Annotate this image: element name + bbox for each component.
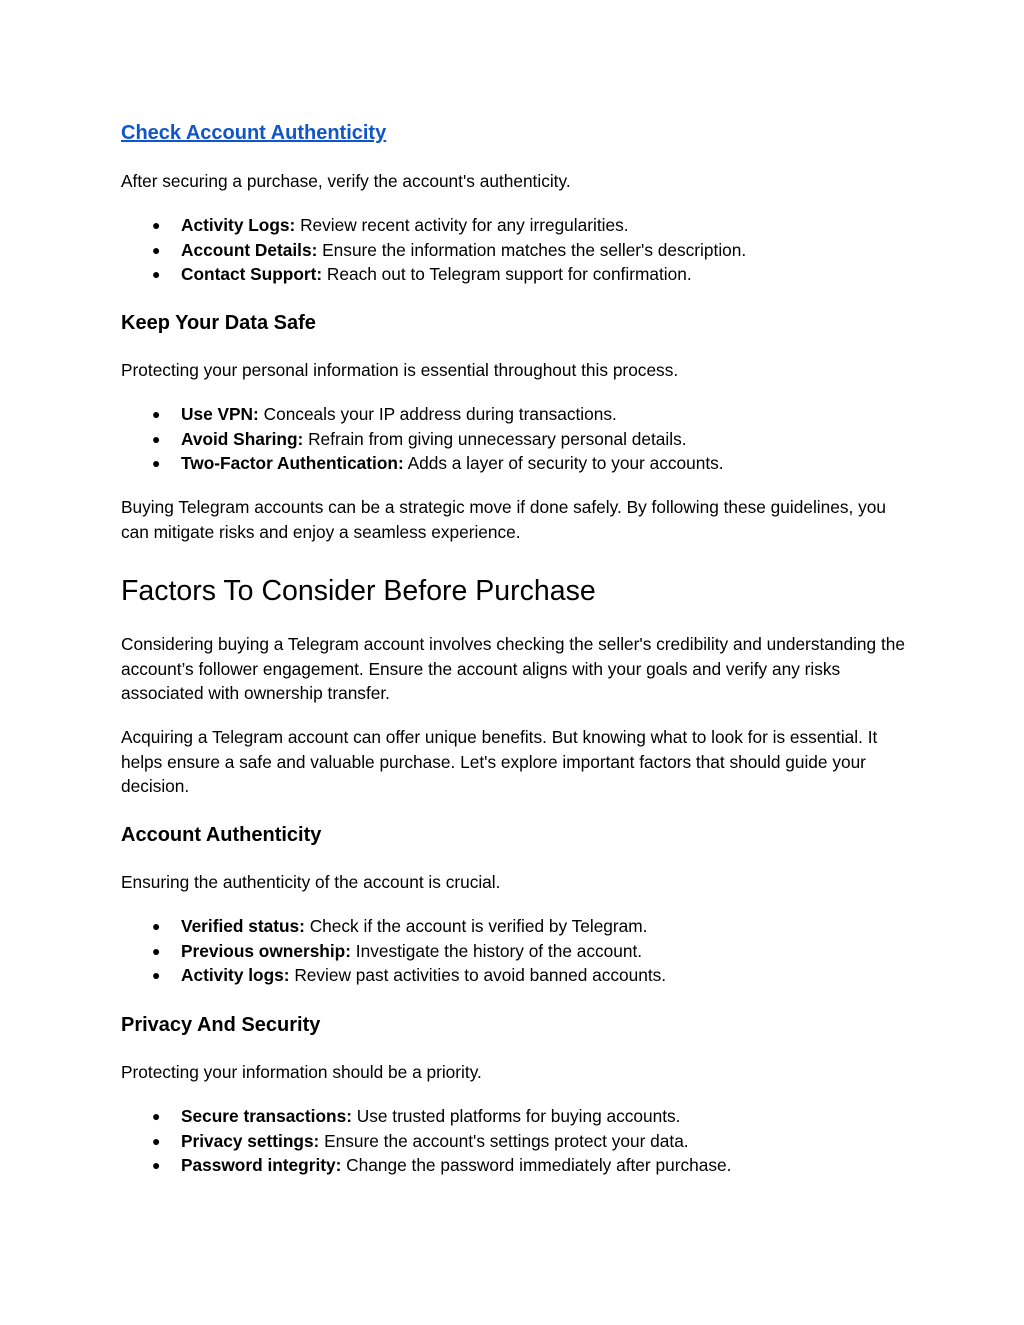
list-item xyxy=(121,1129,911,1154)
list-item-text: Review recent activity for any irregularities. xyxy=(295,215,629,235)
check-account-authenticity-link[interactable]: Check Account Authenticity xyxy=(121,122,387,144)
bullet-icon: ● xyxy=(152,942,161,959)
bullet-icon: ● xyxy=(152,1132,161,1149)
bullet-icon: ● xyxy=(152,217,161,233)
list-item xyxy=(121,402,911,427)
keep-data-safe-heading: Keep Your Data Safe xyxy=(121,312,316,334)
list-item xyxy=(121,963,911,988)
bullet-icon: ● xyxy=(152,455,161,471)
bullet-icon: ● xyxy=(152,918,161,934)
list-item-label: Avoid Sharing: xyxy=(181,428,304,449)
privacy-security-intro: Protecting your information should be a priority. xyxy=(121,1062,482,1082)
list-item xyxy=(121,939,911,964)
bullet-icon: ● xyxy=(152,1157,161,1173)
list-item-label: Two-Factor Authentication: xyxy=(181,453,404,473)
list-item xyxy=(121,213,911,238)
keep-data-safe-closing: Buying Telegram accounts can be a strategic move if done safely. By following these guidelines, you can mitigate risks and enjoy a seamless experience. xyxy=(121,497,886,542)
list-item-label: Account Details: xyxy=(181,239,318,260)
list-item xyxy=(121,427,911,452)
factors-heading: Factors To Consider Before Purchase xyxy=(121,575,596,607)
privacy-security-heading: Privacy And Security xyxy=(121,1014,321,1036)
bullet-icon: ● xyxy=(152,406,161,422)
list-item-text: Ensure the information matches the seller's description. xyxy=(317,239,747,260)
bullet-icon: ● xyxy=(152,266,161,282)
list-item xyxy=(121,914,911,939)
list-item-label: Contact Support: xyxy=(181,264,323,284)
bullet-icon: ● xyxy=(152,430,161,447)
list-item-text: Investigate the history of the account. xyxy=(350,940,643,961)
list-item-text: Ensure the account's settings protect your data. xyxy=(319,1130,689,1151)
list-item-label: Activity Logs: xyxy=(181,215,296,235)
list-item-text: Change the password immediately after purchase. xyxy=(341,1155,732,1175)
list-item-label: Password integrity: xyxy=(181,1155,342,1175)
account-authenticity-heading: Account Authenticity xyxy=(121,824,322,846)
list-item xyxy=(121,262,911,287)
factors-paragraph-1: Considering buying a Telegram account involves checking the seller's credibility and understanding the account’s follower engagement. Ensure the account aligns with your goals and verify any risks associated with ownership transfer. xyxy=(121,634,905,703)
list-item-text: Conceals your IP address during transactions. xyxy=(258,404,617,424)
list-item xyxy=(121,1153,911,1178)
list-item-text: Adds a layer of security to your accounts. xyxy=(403,453,724,473)
bullet-icon: ● xyxy=(152,241,161,258)
privacy-security-list xyxy=(121,1104,911,1178)
list-item-text: Use trusted platforms for buying accounts. xyxy=(351,1106,681,1126)
bullet-icon: ● xyxy=(152,967,161,983)
list-item-text: Check if the account is verified by Telegram. xyxy=(304,916,648,936)
list-item-label: Previous ownership: xyxy=(181,940,351,961)
keep-data-safe-intro: Protecting your personal information is essential throughout this process. xyxy=(121,360,679,380)
list-item xyxy=(121,238,911,263)
list-item-label: Use VPN: xyxy=(181,404,259,424)
list-item-label: Verified status: xyxy=(181,916,305,936)
list-item-label: Activity logs: xyxy=(181,965,290,985)
bullet-icon: ● xyxy=(152,1108,161,1124)
list-item-text: Reach out to Telegram support for confirmation. xyxy=(322,264,692,284)
list-item-text: Review past activities to avoid banned accounts. xyxy=(289,965,667,985)
list-item-label: Privacy settings: xyxy=(181,1130,320,1151)
list-item xyxy=(121,451,911,476)
list-item-label: Secure transactions: xyxy=(181,1106,352,1126)
check-account-intro: After securing a purchase, verify the account's authenticity. xyxy=(121,171,571,191)
factors-paragraph-2: Acquiring a Telegram account can offer unique benefits. But knowing what to look for is essential. It helps ensure a safe and valuable purchase. Let's explore important factors that should guide your decision. xyxy=(121,727,878,796)
check-account-list xyxy=(121,213,911,287)
account-authenticity-intro: Ensuring the authenticity of the account is crucial. xyxy=(121,872,501,892)
keep-data-safe-list xyxy=(121,402,911,476)
account-authenticity-list xyxy=(121,914,911,988)
list-item xyxy=(121,1104,911,1129)
list-item-text: Refrain from giving unnecessary personal details. xyxy=(303,428,687,449)
